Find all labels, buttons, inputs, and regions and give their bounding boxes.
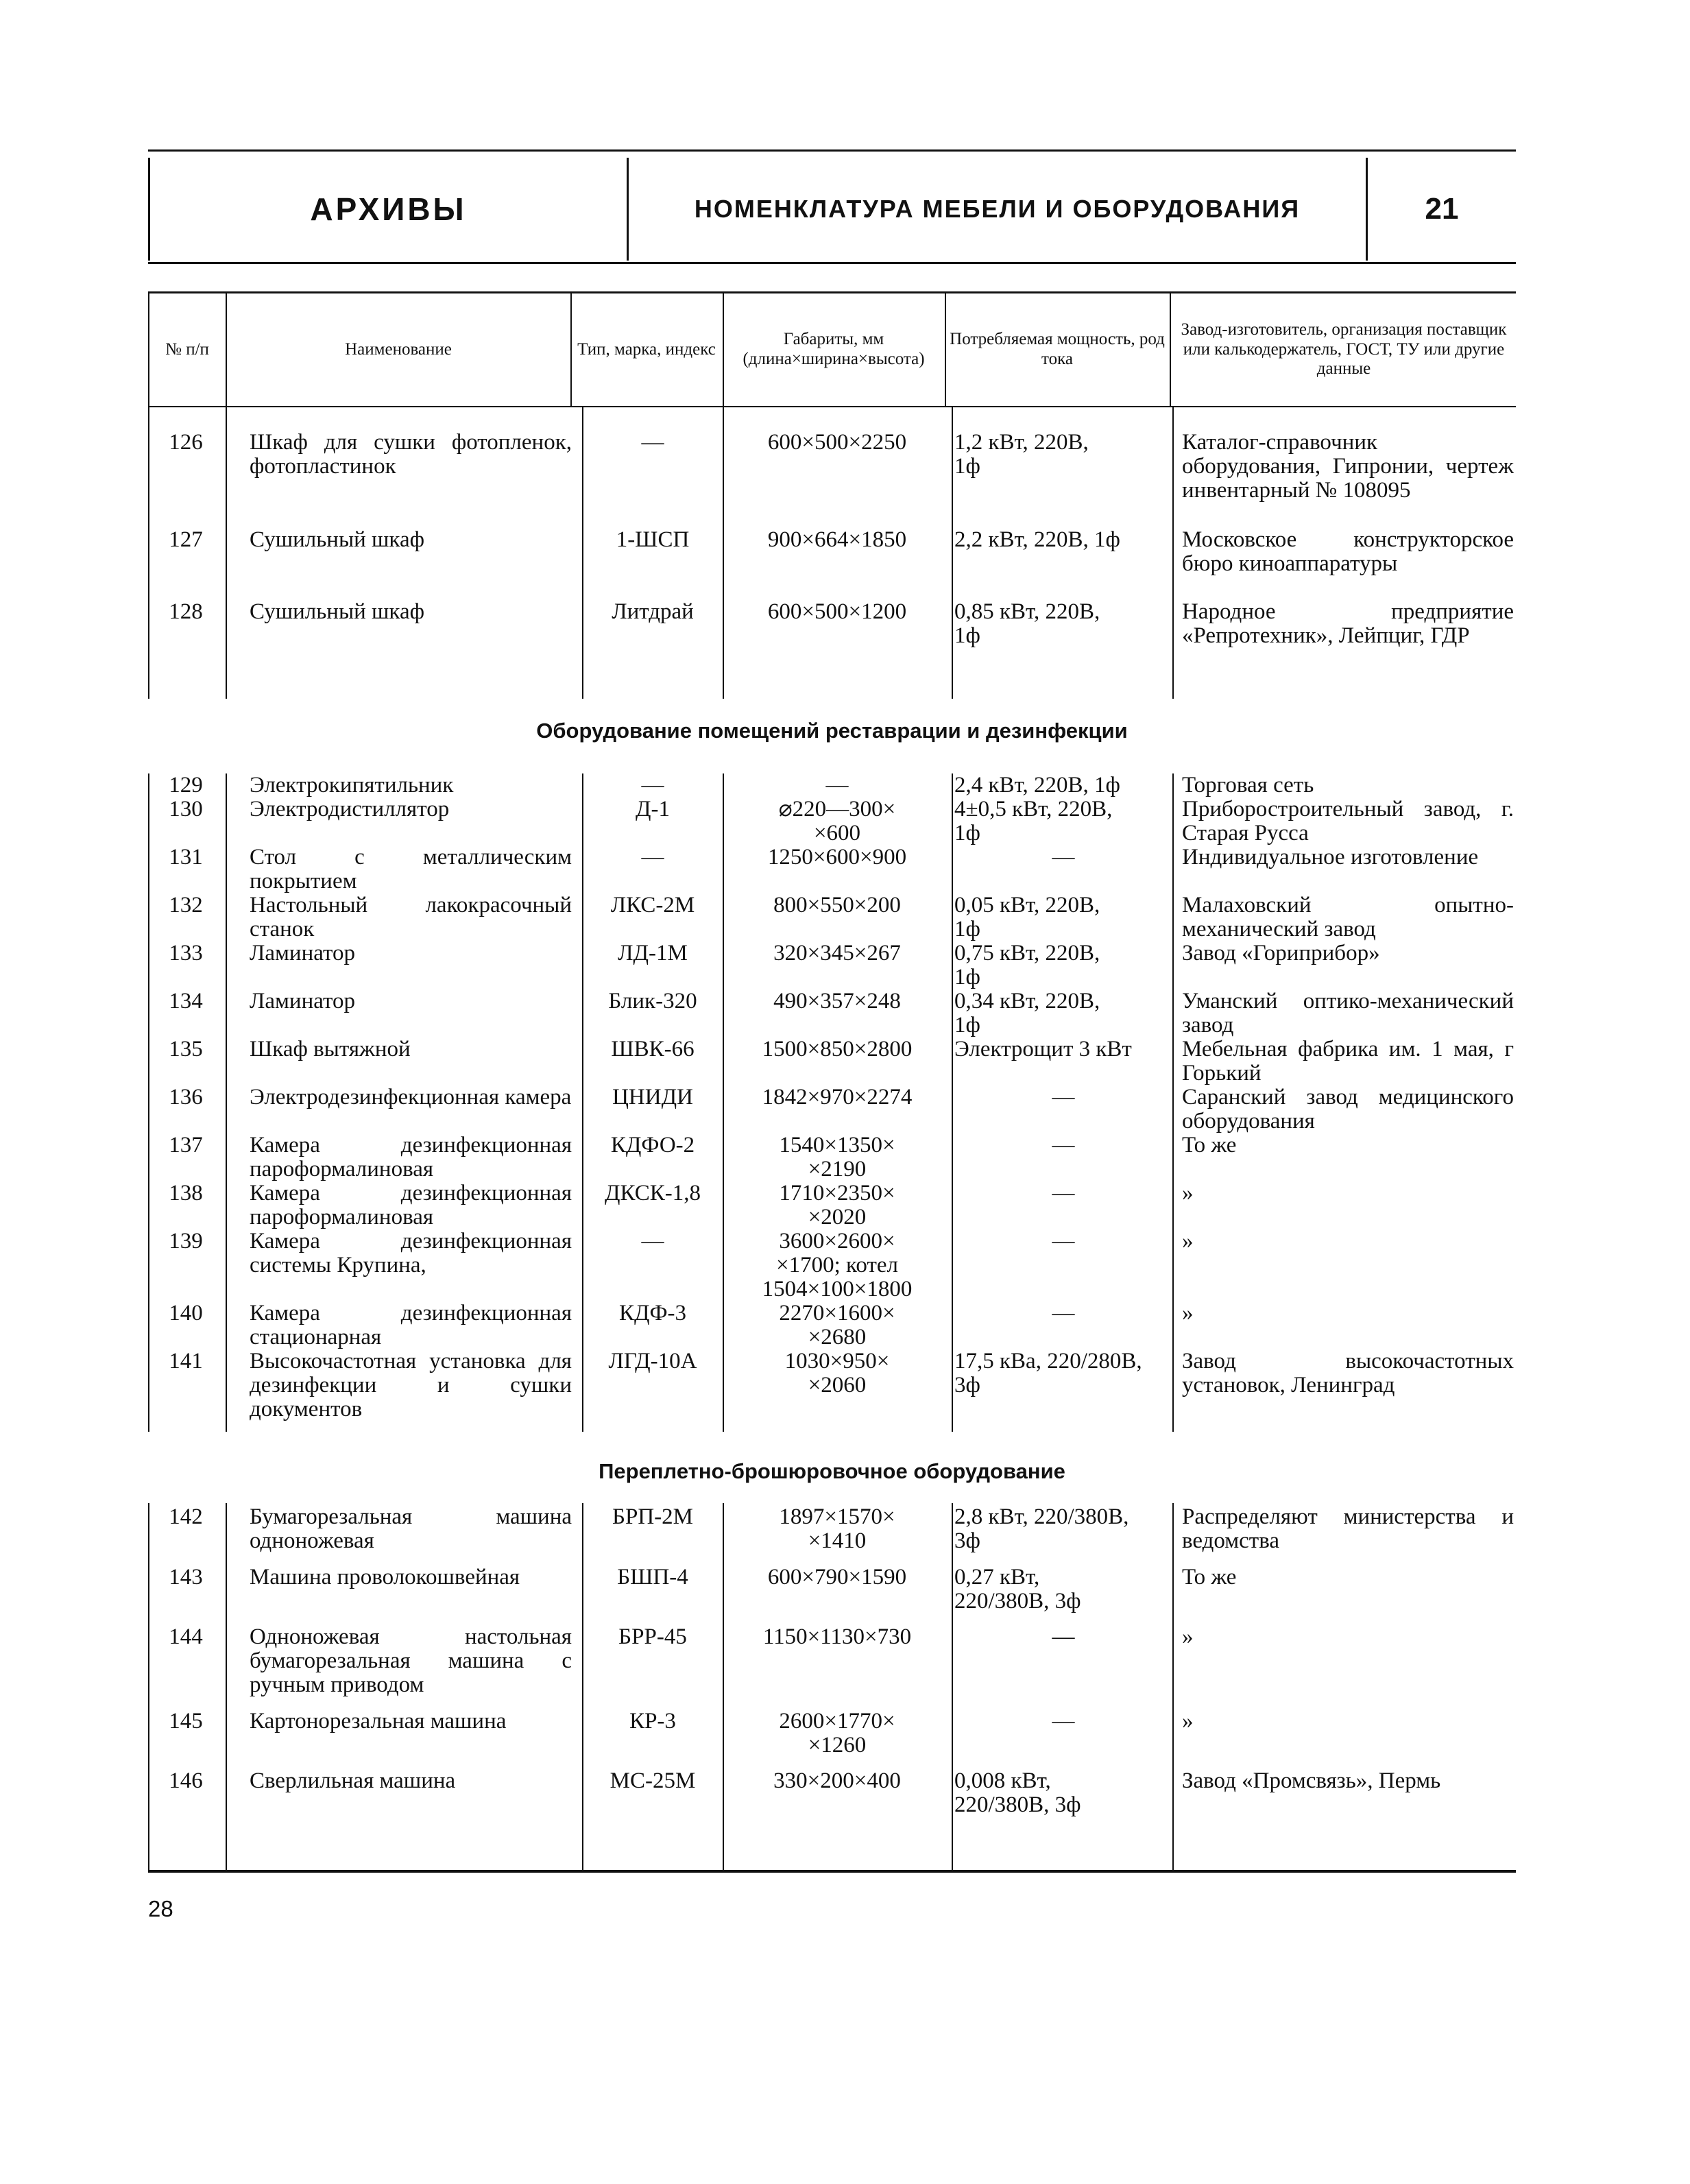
row-manufacturer: То же (1182, 1133, 1237, 1157)
row-manufacturer: Малаховский опытно-механический завод (1182, 893, 1514, 941)
row-name: Картонорезальная машина (250, 1709, 507, 1733)
header-bottom-rule (148, 262, 1516, 264)
running-header-title: НОМЕНКЛАТУРА МЕБЕЛИ И ОБОРУДОВАНИЯ (694, 195, 1301, 223)
row-number: 141 (169, 1349, 203, 1373)
row-power: 0,85 кВт, 220В, 1ф (954, 599, 1100, 648)
row-name: Камера дезинфекционная системы Крупина, (250, 1229, 572, 1277)
row-manufacturer: Народное предприятие «Репротехник», Лейпциг, ГДР (1182, 599, 1514, 648)
row-mark: Литдрай (612, 599, 694, 624)
row-mark: 1-ШСП (616, 527, 690, 552)
row-mark: КДФ-3 (618, 1301, 687, 1325)
column-header-number: № п/п (165, 339, 209, 359)
row-number: 144 (169, 1624, 203, 1649)
row-mark: — (641, 845, 664, 869)
row-dimensions: 330×200×400 (773, 1768, 901, 1793)
row-name: Настольный лакокрасочный станок (250, 893, 572, 941)
row-name: Ламинатор (250, 941, 356, 965)
row-number: 134 (169, 989, 203, 1013)
row-name: Сушильный шкаф (250, 599, 424, 624)
row-manufacturer: Индивидуальное изготовление (1182, 845, 1479, 869)
row-name: Шкаф для сушки фотопленок, фотопластинок (250, 430, 572, 479)
row-mark: ДКСК-1,8 (605, 1181, 701, 1205)
row-power: 4±0,5 кВт, 220В, 1ф (954, 797, 1113, 845)
row-manufacturer: » (1182, 1709, 1194, 1733)
row-dimensions: 3600×2600× ×1700; котел 1504×100×1800 (762, 1229, 913, 1301)
row-name: Одноножевая настольная бумагорезальная машина с ручным приводом (250, 1624, 572, 1697)
row-manufacturer: Завод высокочастотных установок, Ленинград (1182, 1349, 1514, 1397)
row-manufacturer: Приборостроительный завод, г. Старая Русса (1182, 797, 1514, 845)
column-divider (1172, 407, 1174, 699)
row-power: — (1052, 1181, 1075, 1205)
row-power: 17,5 кВа, 220/280В, 3ф (954, 1349, 1142, 1397)
column-divider (952, 407, 953, 699)
row-power: — (1052, 1709, 1075, 1733)
running-header-section: АРХИВЫ (310, 191, 467, 227)
row-mark: Блик-320 (608, 989, 697, 1013)
column-divider (226, 1503, 227, 1870)
row-manufacturer: Завод «Гориприбор» (1182, 941, 1380, 965)
column-header-dimensions: Габариты, мм (длина×ширина×высота) (743, 330, 925, 368)
row-power: 2,2 кВт, 220В, 1ф (954, 527, 1120, 552)
row-power: 2,8 кВт, 220/380В, 3ф (954, 1504, 1129, 1553)
column-header-power: Потребляемая мощность, род тока (950, 330, 1165, 368)
row-power: — (1052, 1229, 1075, 1253)
table-bottom-rule (148, 1870, 1516, 1873)
row-number: 135 (169, 1037, 203, 1061)
row-number: 127 (169, 527, 203, 552)
column-divider (1172, 773, 1174, 1432)
row-manufacturer: » (1182, 1229, 1194, 1253)
row-name: Электродистиллятор (250, 797, 450, 821)
row-dimensions: 320×345×267 (773, 941, 901, 965)
row-number: 146 (169, 1768, 203, 1793)
section-title-binding: Переплетно-брошюровочное оборудование (599, 1459, 1065, 1483)
row-mark: — (641, 430, 664, 455)
row-manufacturer: Московское конструкторское бюро киноаппаратуры (1182, 527, 1514, 576)
row-name: Электродезинфекционная камера (250, 1085, 572, 1109)
row-manufacturer: Распределяют министерства и ведомства (1182, 1504, 1514, 1553)
row-name: Сушильный шкаф (250, 527, 424, 552)
column-header-name: Наименование (345, 339, 452, 359)
row-dimensions: 1842×970×2274 (762, 1085, 913, 1109)
column-header-mark: Тип, марка, индекс (577, 339, 716, 359)
row-manufacturer: Мебельная фабрика им. 1 мая, г Горький (1182, 1037, 1514, 1085)
column-divider (952, 1503, 953, 1870)
row-number: 130 (169, 797, 203, 821)
table-header-rule (148, 406, 1516, 407)
row-number: 137 (169, 1133, 203, 1157)
column-header-manufacturer: Завод-изготовитель, организация поставщик или калькодержатель, ГОСТ, ТУ или другие данные (1181, 320, 1507, 379)
row-dimensions: 600×790×1590 (767, 1565, 907, 1589)
row-mark: Д-1 (636, 797, 670, 821)
row-mark: МС-25М (609, 1768, 696, 1793)
row-number: 129 (169, 773, 203, 797)
row-mark: ЛКС-2М (610, 893, 695, 917)
row-mark: ЦНИДИ (612, 1085, 693, 1109)
row-dimensions: 1710×2350× ×2020 (779, 1181, 895, 1229)
row-dimensions: ⌀220—300× ×600 (778, 797, 896, 845)
row-name: Бумагорезальная машина одноножевая (250, 1504, 572, 1553)
row-name: Стол с металлическим покрытием (250, 845, 572, 893)
column-divider (148, 1503, 149, 1870)
row-number: 133 (169, 941, 203, 965)
row-dimensions: 1500×850×2800 (762, 1037, 913, 1061)
row-name: Шкаф вытяжной (250, 1037, 411, 1061)
row-mark: БРП-2М (612, 1504, 693, 1529)
row-manufacturer: То же (1182, 1565, 1237, 1589)
row-power: — (1052, 1301, 1075, 1325)
row-mark: КДФО-2 (610, 1133, 695, 1157)
row-dimensions: 600×500×1200 (767, 599, 907, 624)
row-dimensions: 2600×1770× ×1260 (779, 1709, 895, 1757)
row-number: 128 (169, 599, 203, 624)
row-dimensions: 1150×1130×730 (762, 1624, 912, 1649)
table-top-rule (148, 291, 1516, 293)
row-number: 143 (169, 1565, 203, 1589)
row-number: 131 (169, 845, 203, 869)
column-divider (582, 1503, 583, 1870)
page-number: 28 (148, 1896, 173, 1921)
column-divider (952, 773, 953, 1432)
row-power: — (1052, 1624, 1075, 1649)
row-power: 0,34 кВт, 220В, 1ф (954, 989, 1100, 1037)
row-power: 1,2 кВт, 220В, 1ф (954, 430, 1089, 479)
row-mark: БРР-45 (618, 1624, 687, 1649)
row-name: Камера дезинфекционная стационарная (250, 1301, 572, 1349)
row-dimensions: 900×664×1850 (767, 527, 907, 552)
row-name: Высокочастотная установка для дезинфекции и сушки документов (250, 1349, 572, 1421)
row-manufacturer: Каталог-справочник оборудования, Гипронии, чертеж инвентарный № 108095 (1182, 430, 1514, 503)
running-header-page-number: 21 (1425, 192, 1459, 226)
column-divider (723, 1503, 724, 1870)
row-number: 142 (169, 1504, 203, 1529)
row-manufacturer: Саранский завод медицинского оборудования (1182, 1085, 1514, 1133)
column-divider (1172, 1503, 1174, 1870)
row-manufacturer: » (1182, 1301, 1194, 1325)
row-power: — (1052, 1085, 1075, 1109)
row-power: — (1052, 1133, 1075, 1157)
row-name: Камера дезинфекционная пароформалиновая (250, 1181, 572, 1229)
row-power: Электрощит 3 кВт (954, 1037, 1132, 1061)
row-dimensions: 2270×1600× ×2680 (779, 1301, 895, 1349)
row-name: Машина проволокошвейная (250, 1565, 520, 1589)
row-mark: ЛГД-10А (608, 1349, 697, 1373)
row-number: 140 (169, 1301, 203, 1325)
row-number: 136 (169, 1085, 203, 1109)
column-divider (582, 773, 583, 1432)
row-number: 139 (169, 1229, 203, 1253)
row-manufacturer: » (1182, 1181, 1194, 1205)
row-mark: БШП-4 (617, 1565, 688, 1589)
row-dimensions: 600×500×2250 (767, 430, 907, 455)
row-power: 2,4 кВт, 220В, 1ф (954, 773, 1120, 797)
row-dimensions: 490×357×248 (773, 989, 901, 1013)
row-dimensions: 1897×1570× ×1410 (779, 1504, 895, 1553)
row-number: 126 (169, 430, 203, 455)
row-name: Камера дезинфекционная пароформалиновая (250, 1133, 572, 1181)
row-power: 0,008 кВт, 220/380В, 3ф (954, 1768, 1081, 1817)
row-name: Ламинатор (250, 989, 356, 1013)
row-manufacturer: » (1182, 1624, 1194, 1649)
row-name: Электрокипятильник (250, 773, 454, 797)
column-divider (226, 773, 227, 1432)
row-mark: ЛД-1М (618, 941, 688, 965)
row-mark: — (641, 773, 664, 797)
row-power: 0,27 кВт, 220/380В, 3ф (954, 1565, 1081, 1613)
row-mark: — (641, 1229, 664, 1253)
row-dimensions: 1540×1350× ×2190 (779, 1133, 895, 1181)
row-name: Сверлильная машина (250, 1768, 456, 1793)
column-divider (1170, 293, 1171, 406)
row-number: 145 (169, 1709, 203, 1733)
column-divider (226, 407, 227, 699)
row-dimensions: 1250×600×900 (767, 845, 907, 869)
header-top-rule (148, 149, 1516, 152)
row-mark: ШВК-66 (611, 1037, 695, 1061)
row-mark: КР-3 (629, 1709, 676, 1733)
row-number: 138 (169, 1181, 203, 1205)
column-divider (582, 407, 583, 699)
row-dimensions: 1030×950× ×2060 (784, 1349, 890, 1397)
row-manufacturer: Завод «Промсвязь», Пермь (1182, 1768, 1441, 1793)
row-dimensions: — (825, 773, 849, 797)
row-power: — (1052, 845, 1075, 869)
row-number: 132 (169, 893, 203, 917)
row-manufacturer: Уманский оптико-механический завод (1182, 989, 1514, 1037)
row-power: 0,05 кВт, 220В, 1ф (954, 893, 1100, 941)
row-power: 0,75 кВт, 220В, 1ф (954, 941, 1100, 989)
section-title-restoration: Оборудование помещений реставрации и дезинфекции (536, 719, 1128, 743)
row-dimensions: 800×550×200 (773, 893, 901, 917)
row-manufacturer: Торговая сеть (1182, 773, 1314, 797)
